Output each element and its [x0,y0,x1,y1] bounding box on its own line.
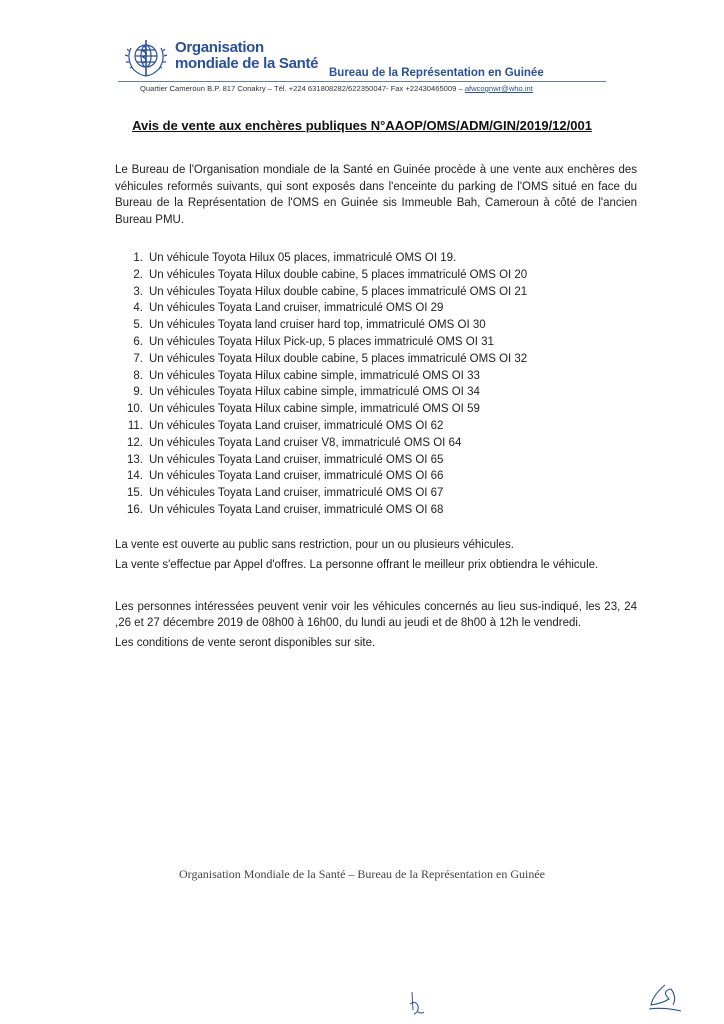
vehicle-list-item [115,284,527,301]
vehicle-item-text: Un véhicules Toyata land cruiser hard top, immatriculé OMS OI 30 [149,319,486,332]
vehicle-item-text: Un véhicules Toyata Land cruiser V8, immatriculé OMS OI 64 [149,436,462,449]
who-emblem-icon [121,36,171,80]
vehicle-list-item [115,300,527,317]
vehicle-item-text: Un véhicules Toyata Land cruiser, immatriculé OMS OI 29 [149,302,444,315]
vehicle-item-number: 9. [133,386,143,399]
vehicle-item-number: 7. [133,352,143,365]
vehicle-item-number: 6. [133,335,143,348]
vehicle-item-number: 12. [127,436,143,449]
paragraph-tender: La vente s'effectue par Appel d'offres. La personne offrant le meilleur prix obtiendra le véhicule. [115,559,599,571]
vehicle-list-item [115,368,527,385]
paragraph-conditions: Les conditions de vente seront disponibles sur site. [115,637,376,649]
vehicle-item-number: 15. [127,487,143,500]
vehicle-item-number: 1. [133,252,143,264]
vehicle-item-number: 10. [127,403,143,416]
vehicle-list-item [115,267,527,284]
email-link[interactable]: afwcognwr@who.int [464,84,533,93]
intro-paragraph: Le Bureau de l'Organisation mondiale de la Santé en Guinée procède à une vente aux enchères des véhicules reformés suivants, qui sont exposés dans l'enceinte du parking de l'OMS situé en face du Bureau de la Représentation de l'OMS en Guinée sis Immeuble Bah, Cameroun à côté de l'ancien Bureau PMU. [115,164,637,226]
vehicle-list-item [115,435,527,452]
vehicle-item-number: 2. [133,268,143,281]
notice-title: Avis de vente aux enchères publiques N°AAOP/OMS/ADM/GIN/2019/12/001 [132,118,592,133]
vehicle-item-number: 8. [133,369,143,382]
vehicle-list-item [115,351,527,368]
vehicle-item-number: 3. [133,285,143,298]
vehicle-item-number: 14. [127,470,143,483]
vehicle-list-item [115,485,527,502]
vehicle-item-number: 16. [127,503,143,516]
org-name-line1: Organisation [175,39,264,56]
vehicle-list-item [115,334,527,351]
vehicle-item-text: Un véhicules Toyata Hilux double cabine, 5 places immatriculé OMS OI 32 [149,352,528,365]
vehicle-item-number: 13. [127,453,143,466]
vehicle-item-text: Un véhicules Toyata Land cruiser, immatriculé OMS OI 66 [149,470,444,483]
vehicle-item-number: 4. [133,302,143,315]
paragraph-visit-dates: Les personnes intéressées peuvent venir voir les véhicules concernés au lieu sus-indiqué, les 23, 24 ,26 et 27 décembre 2019 de 08h00 à 16h00, du lundi au jeudi et de 8h00 à 12h le vendredi. [115,601,637,629]
organisation-name [175,40,318,72]
vehicle-item-text: Un véhicules Toyata Hilux double cabine, 5 places immatriculé OMS OI 20 [149,268,528,281]
vehicle-list-item [115,418,527,435]
vehicle-list [115,250,527,519]
vehicle-list-item [115,317,527,334]
vehicle-item-text: Un véhicules Toyata Land cruiser, immatriculé OMS OI 67 [149,487,444,500]
vehicle-list-item [115,452,527,469]
vehicle-list-item [115,250,527,267]
vehicle-item-number: 5. [133,319,143,332]
paragraph-open-sale: La vente est ouverte au public sans restriction, pour un ou plusieurs véhicules. [115,539,514,551]
vehicle-item-text: Un véhicule Toyota Hilux 05 places, immatriculé OMS OI 19. [149,252,457,264]
org-name-line2: mondiale de la Santé [175,55,319,72]
vehicle-list-item [115,502,527,519]
vehicle-list-item [115,468,527,485]
signature-paraph-icon [643,979,685,1015]
vehicle-item-text: Un véhicules Toyata Hilux double cabine, 5 places immatriculé OMS OI 21 [149,285,528,298]
vehicle-item-text: Un véhicules Toyata Hilux Pick-up, 5 places immatriculé OMS OI 31 [149,335,494,348]
footer-text: Organisation Mondiale de la Santé – Bureau de la Représentation en Guinée [179,867,545,881]
office-name: Bureau de la Représentation en Guinée [329,67,544,79]
header-divider [118,81,606,82]
vehicle-item-text: Un véhicules Toyata Hilux cabine simple, immatriculé OMS OI 34 [149,386,480,399]
vehicle-item-text: Un véhicules Toyata Land cruiser, immatriculé OMS OI 68 [149,503,444,516]
handwritten-initials-icon [406,990,426,1018]
address-text: Quartier Cameroun B.P. 817 Conakry – Tél. +224 631808282/622350047- Fax +22430465009 – [140,84,465,93]
vehicle-list-item [115,384,527,401]
vehicle-item-text: Un véhicules Toyata Hilux cabine simple, immatriculé OMS OI 33 [149,369,480,382]
vehicle-item-text: Un véhicules Toyata Land cruiser, immatriculé OMS OI 65 [149,453,444,466]
vehicle-item-text: Un véhicules Toyata Hilux cabine simple, immatriculé OMS OI 59 [149,403,480,416]
vehicle-list-item [115,401,527,418]
vehicle-item-text: Un véhicules Toyata Land cruiser, immatriculé OMS OI 62 [149,419,444,432]
vehicle-item-number: 11. [127,419,143,432]
address-line [140,84,533,93]
